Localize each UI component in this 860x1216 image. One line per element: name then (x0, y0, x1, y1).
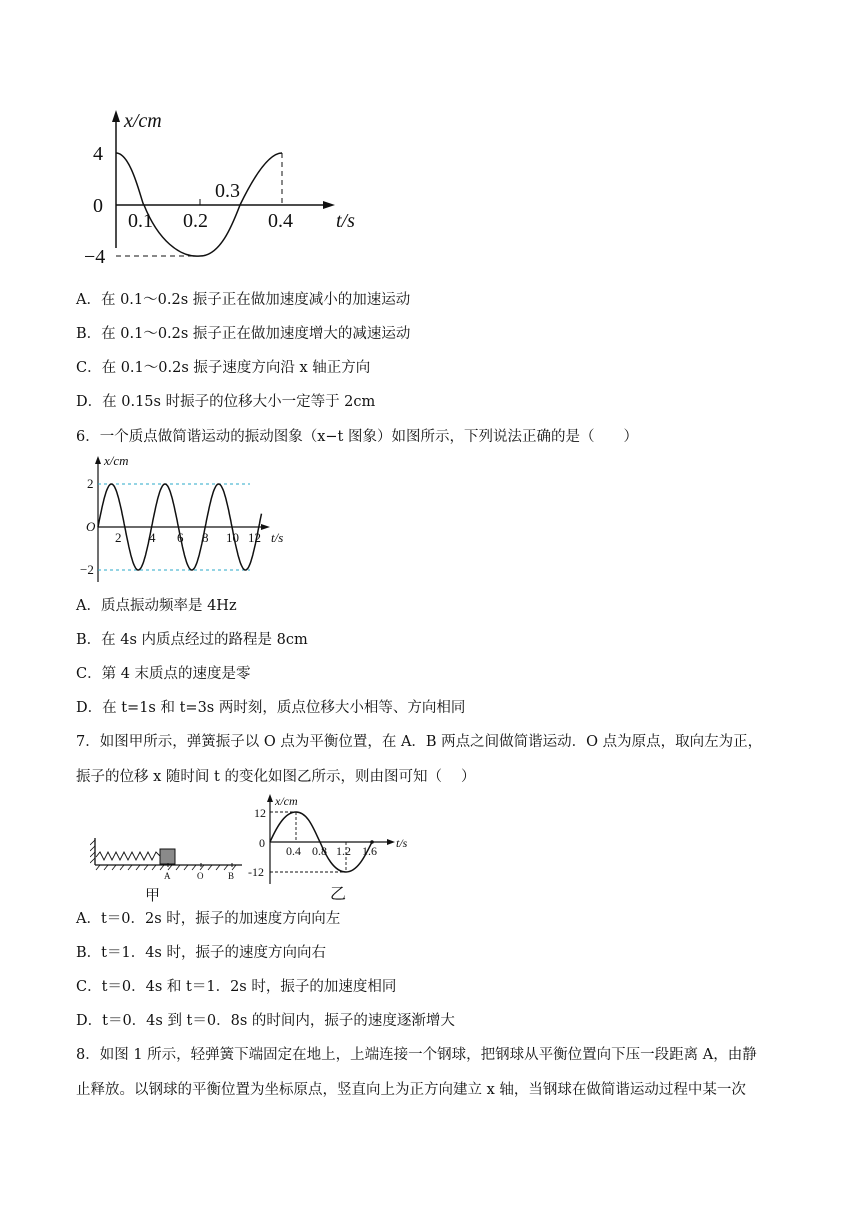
point-a-label: A (164, 871, 171, 881)
x-tick-0.4: 0.4 (268, 210, 293, 232)
x-tick-0.3: 0.3 (215, 180, 240, 202)
q7-option-a: A．t＝0．2s 时，振子的加速度方向向左 (76, 911, 341, 927)
x-axis-label: t/s (336, 210, 355, 232)
q6-stem: 6．一个质点做简谐运动的振动图象（x−t 图象）如图所示，下列说法正确的是（ ） (76, 429, 638, 445)
y-axis-label: x/cm (124, 110, 162, 132)
q6-x-axis-label: t/s (271, 530, 284, 545)
graph-q5 (80, 100, 370, 275)
q7-stem-line1: 7．如图甲所示，弹簧振子以 O 点为平衡位置，在 A．B 两点之间做简谐运动．O 点为原点，取向左为正， (76, 734, 763, 750)
q6-y-tick-2: 2 (87, 476, 94, 491)
q7-option-c: C．t＝0．4s 和 t＝1．2s 时，振子的加速度相同 (76, 979, 397, 995)
q7-stem-line2: 振子的位移 x 随时间 t 的变化如图乙所示，则由图可知（ ） (76, 769, 476, 785)
q7-option-b: B．t＝1．4s 时，振子的速度方向向右 (76, 945, 326, 961)
q6-option-a: A．质点振动频率是 4Hz (76, 598, 237, 614)
q5-option-d: D．在 0.15s 时振子的位移大小一定等于 2cm (76, 394, 376, 410)
q6-y-axis-label: x/cm (104, 453, 129, 468)
q7-x-tick-1.6: 1.6 (362, 844, 377, 858)
point-o-label: O (197, 871, 204, 881)
q6-y-tick-neg2: −2 (80, 562, 94, 577)
q6-option-c: C．第 4 末质点的速度是零 (76, 666, 251, 682)
q7-y-tick-12: 12 (254, 806, 266, 820)
q5-option-a: A．在 0.1～0.2s 振子正在做加速度减小的加速运动 (76, 292, 411, 308)
point-b-label: B (228, 871, 235, 881)
q6-x-tick-2: 2 (115, 530, 122, 545)
y-tick-0: 0 (93, 195, 103, 217)
q7-origin: 0 (259, 836, 265, 850)
q7-x-tick-1.2: 1.2 (336, 844, 351, 858)
q5-option-c: C．在 0.1～0.2s 振子速度方向沿 x 轴正方向 (76, 360, 371, 376)
q7-y-axis-label: x/cm (275, 794, 298, 808)
spring-oscillator-figure (90, 830, 250, 905)
q5-option-b: B．在 0.1～0.2s 振子正在做加速度增大的减速运动 (76, 326, 411, 342)
q6-option-d: D．在 t=1s 和 t=3s 两时刻，质点位移大小相等、方向相同 (76, 700, 466, 716)
x-tick-0.2: 0.2 (183, 210, 208, 232)
q7-option-d: D．t＝0．4s 到 t＝0．8s 的时间内，振子的速度逐渐增大 (76, 1013, 455, 1029)
q6-x-tick-10: 10 (226, 530, 239, 545)
q6-option-b: B．在 4s 内质点经过的路程是 8cm (76, 632, 308, 648)
q7-x-axis-label: t/s (396, 836, 408, 850)
y-tick-4: 4 (93, 143, 103, 165)
q6-origin: O (86, 519, 96, 534)
q8-line1: 8．如图 1 所示，轻弹簧下端固定在地上，上端连接一个钢球，把钢球从平衡位置向下压一段距离 A，由静 (76, 1047, 757, 1063)
graph-q6 (80, 450, 295, 590)
q8-line2: 止释放。以钢球的平衡位置为坐标原点，竖直向上为正方向建立 x 轴，当钢球在做简谐运动过程中某一次 (76, 1082, 746, 1098)
q7-x-tick-0.8: 0.8 (312, 844, 327, 858)
q7-x-tick-0.4: 0.4 (286, 844, 301, 858)
q7-y-tick-neg12: -12 (248, 865, 264, 879)
q6-x-tick-4: 4 (149, 530, 156, 545)
y-tick-neg4: −4 (84, 246, 106, 268)
q6-x-tick-12: 12 (248, 530, 261, 545)
graph-q7 (248, 792, 418, 904)
caption-yi: 乙 (330, 886, 347, 903)
q6-x-tick-6: 6 (177, 530, 184, 545)
x-tick-0.1: 0.1 (128, 210, 153, 232)
caption-jia: 甲 (145, 888, 161, 904)
q6-x-tick-8: 8 (202, 530, 209, 545)
